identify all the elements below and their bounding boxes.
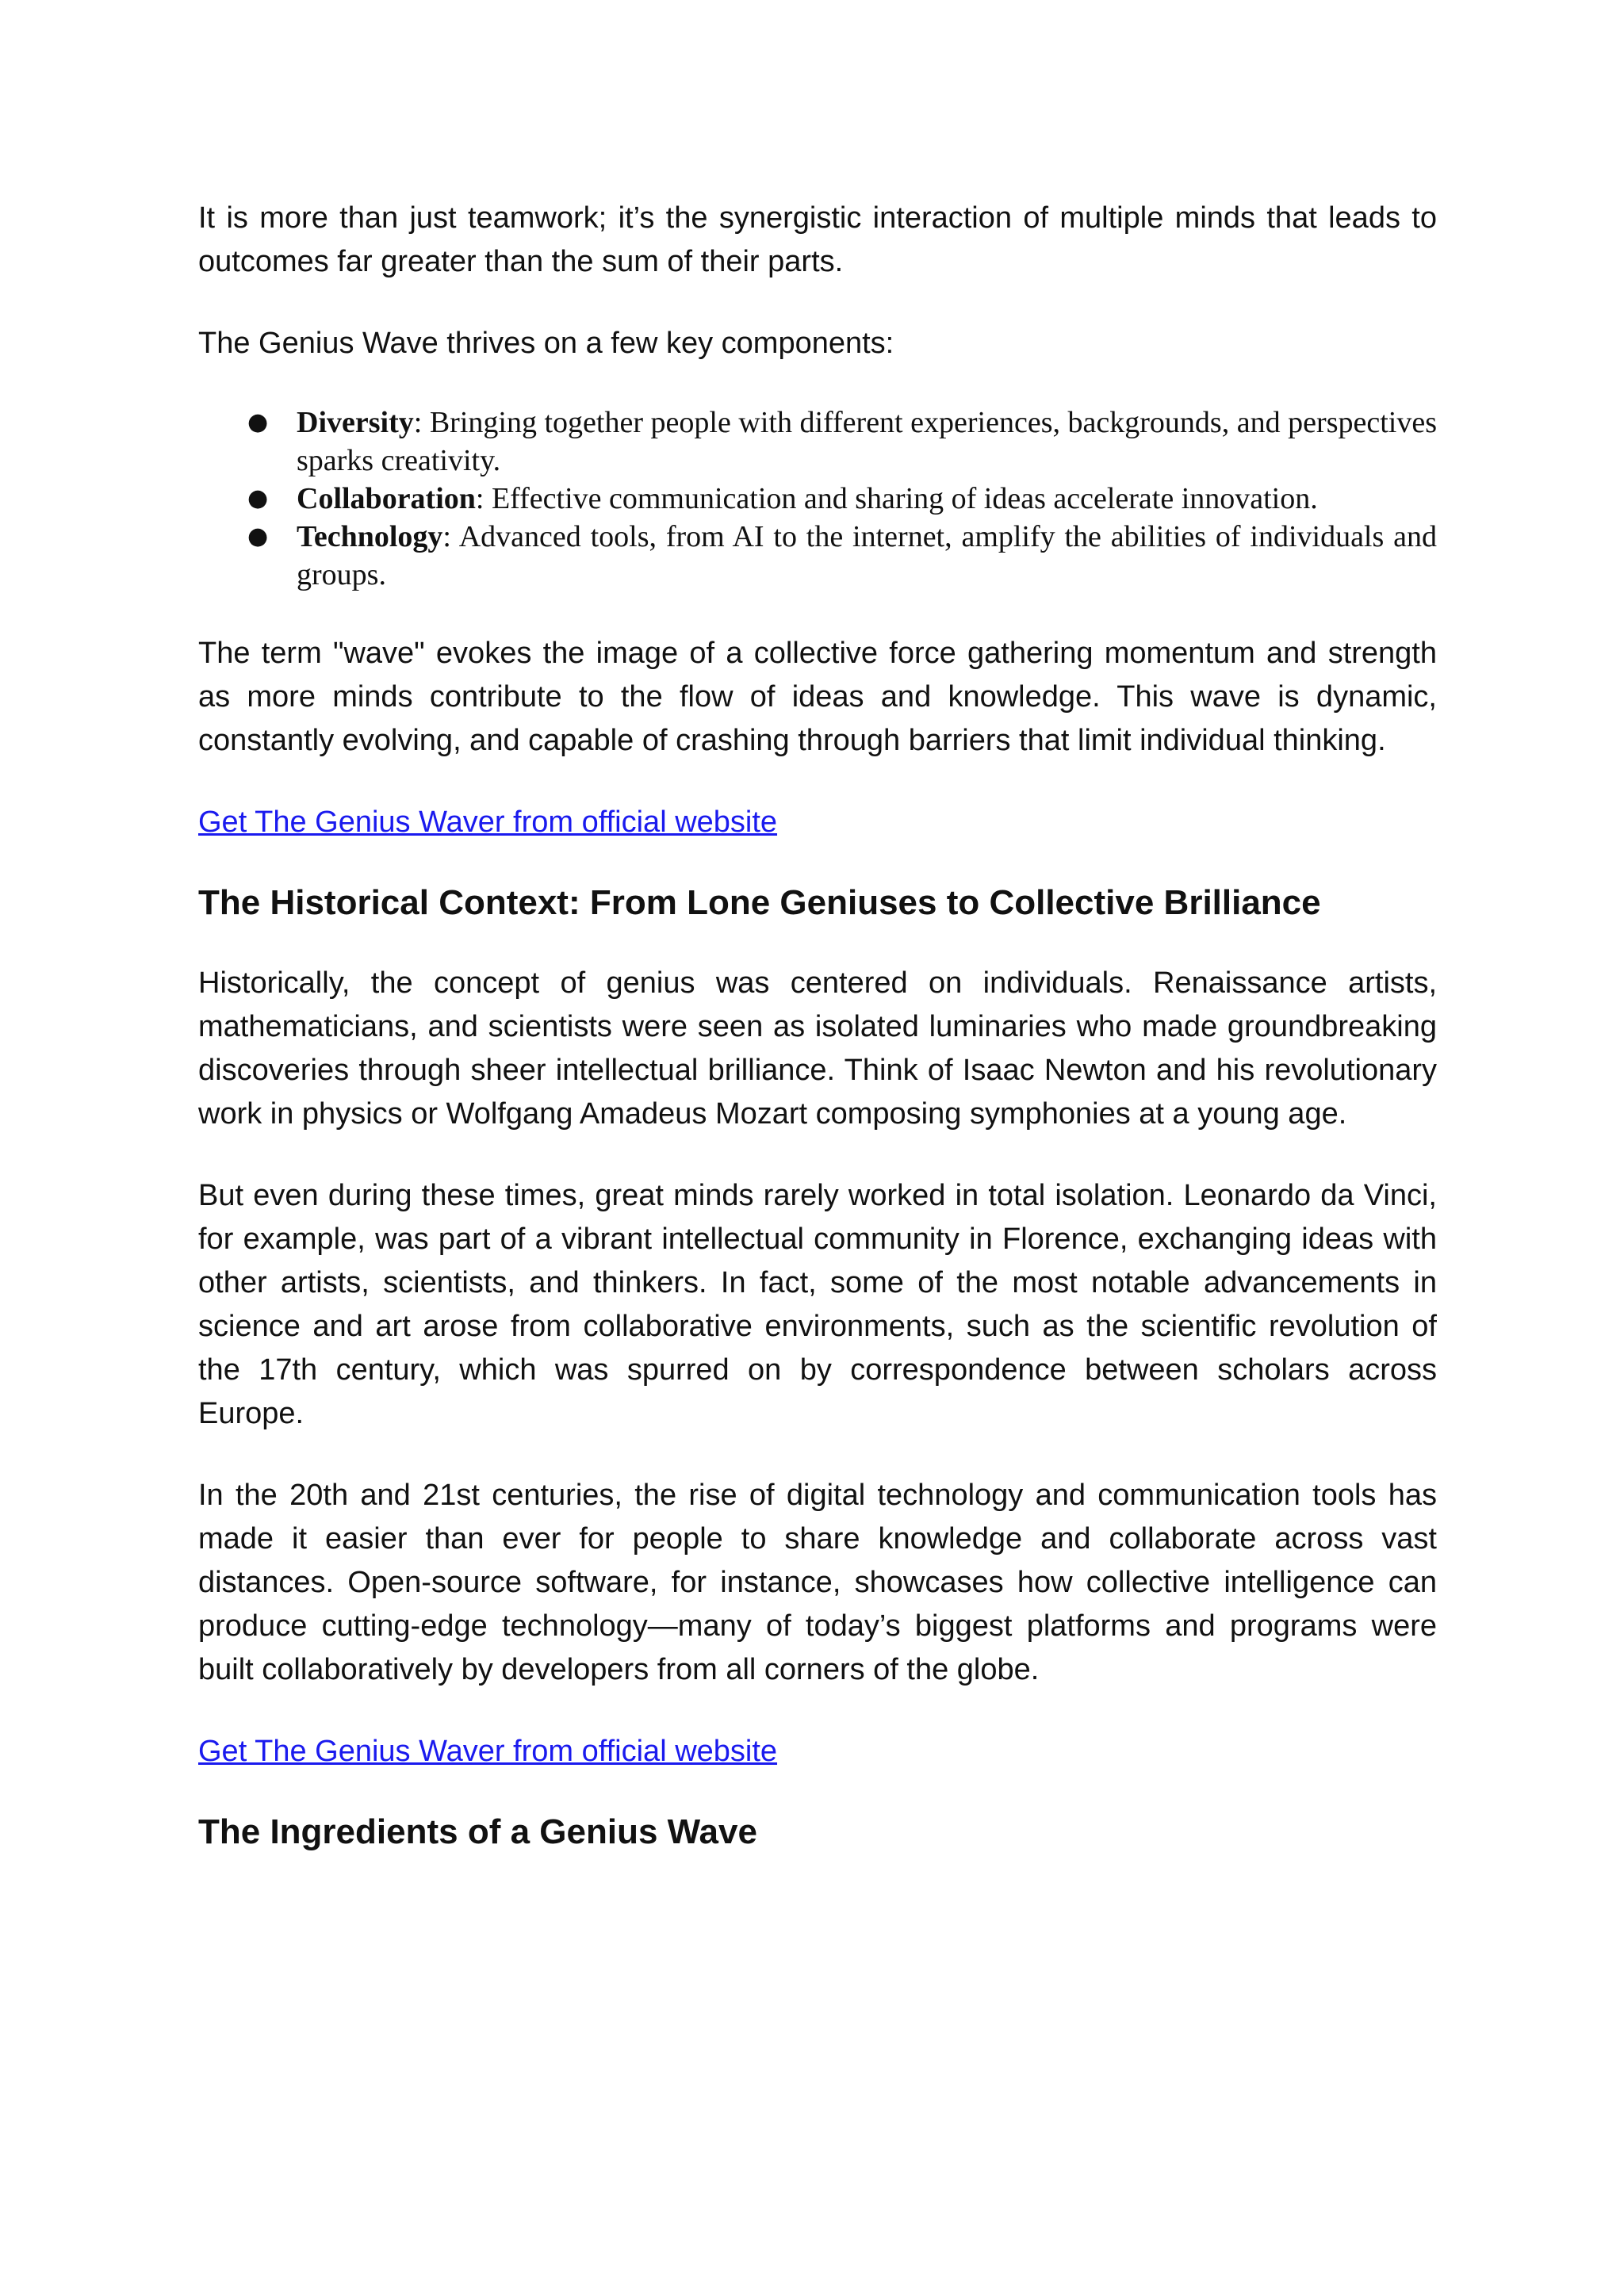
bullet-icon: ● [247, 408, 269, 436]
list-item-term: Technology [297, 520, 443, 553]
ingredients-heading: The Ingredients of a Genius Wave [198, 1812, 757, 1851]
components-intro: The Genius Wave thrives on a few key components: [198, 327, 894, 360]
list-item [247, 518, 1437, 594]
bullet-icon: ● [247, 522, 269, 550]
official-website-link[interactable]: Get The Genius Waver from official website [198, 1735, 778, 1768]
components-list [198, 404, 1437, 594]
historical-paragraph-2: But even during these times, great minds rarely worked in total isolation. Leonardo da Vinci, for example, was part of a vibrant intellectual community in Florence, exchanging ideas with other artists, scientists, and thinkers. In fact, some of the most notable advancements in science and art arose from collaborative environments, such as the scientific revolution of the 17th century, which was spurred on by correspondence between scholars across Europe. [198, 1179, 1437, 1430]
bullet-icon: ● [247, 484, 269, 512]
historical-paragraph-1: Historically, the concept of genius was centered on individuals. Renaissance artists, mathematicians, and scientists were seen as isolated luminaries who made groundbreaking discoveries through sheer intellectual brilliance. Think of Isaac Newton and his revolutionary work in physics or Wolfgang Amadeus Mozart composing symphonies at a young age. [198, 966, 1437, 1131]
link-container [198, 801, 1437, 879]
official-website-link[interactable]: Get The Genius Waver from official website [198, 806, 778, 839]
list-item-text: : Effective communication and sharing of ideas accelerate innovation. [475, 482, 1318, 515]
list-item-term: Diversity [297, 406, 414, 439]
list-item [247, 480, 1437, 518]
wave-paragraph: The term "wave" evokes the image of a collective force gathering momentum and strength as more minds contribute to the flow of ideas and knowledge. This wave is dynamic, constantly evolving, and capable of crashing through barriers that limit individual thinking. [198, 637, 1437, 757]
intro-paragraph: It is more than just teamwork; it’s the synergistic interaction of multiple minds that leads to outcomes far greater than the sum of their parts. [198, 201, 1437, 278]
link-container [198, 1730, 1437, 1808]
list-item-text: : Bringing together people with different experiences, backgrounds, and perspectives sparks creativity. [297, 406, 1437, 477]
list-item-term: Collaboration [297, 482, 476, 515]
list-item-text: : Advanced tools, from AI to the internet, amplify the abilities of individuals and groups. [297, 520, 1437, 591]
historical-context-heading: The Historical Context: From Lone Geniuses to Collective Brilliance [198, 883, 1321, 922]
list-item [247, 404, 1437, 480]
historical-paragraph-3: In the 20th and 21st centuries, the rise of digital technology and communication tools has made it easier than ever for people to share knowledge and collaborate across vast distances. Open-source software, for instance, showcases how collective intelligence can produce cutting-edge technology—many of today’s biggest platforms and programs were built collaboratively by developers from all corners of the globe. [198, 1479, 1437, 1686]
document-page [198, 197, 1437, 1891]
